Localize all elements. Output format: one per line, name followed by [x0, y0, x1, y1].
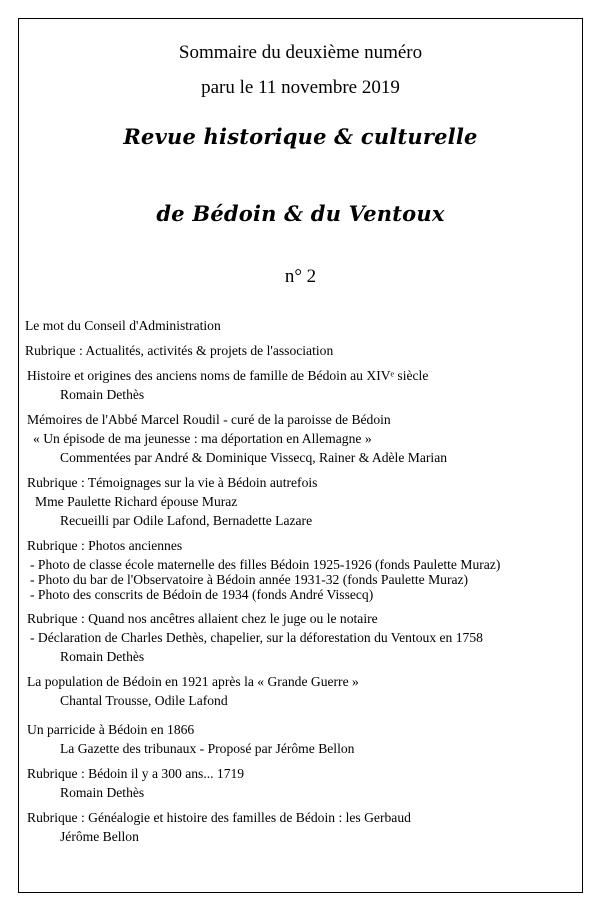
toc-entry: Rubrique : Actualités, activités & projets de l'association: [25, 343, 334, 358]
journal-title-line-2: de Bédoin & du Ventoux: [156, 201, 445, 226]
toc-entry: - Photo du bar de l'Observatoire à Bédoin année 1931-32 (fonds Paulette Muraz): [30, 572, 469, 587]
toc-entry: - Photo de classe école maternelle des filles Bédoin 1925-1926 (fonds Paulette Muraz): [30, 557, 501, 572]
toc-entry: Rubrique : Bédoin il y a 300 ans... 1719: [27, 766, 245, 781]
toc-author: Chantal Trousse, Odile Lafond: [60, 693, 228, 708]
toc-entry: Mémoires de l'Abbé Marcel Roudil - curé de la paroisse de Bédoin: [27, 412, 391, 427]
toc-entry: Le mot du Conseil d'Administration: [25, 318, 221, 333]
toc-entry: Histoire et origines des anciens noms de famille de Bédoin au XIVᵉ siècle: [27, 368, 429, 383]
journal-title-line-1: Revue historique & culturelle: [123, 124, 478, 149]
toc-author: Romain Dethès: [60, 387, 145, 402]
toc-entry: Rubrique : Généalogie et histoire des familles de Bédoin : les Gerbaud: [27, 810, 411, 825]
toc-entry: Rubrique : Quand nos ancêtres allaient chez le juge ou le notaire: [27, 611, 378, 626]
toc-entry: Un parricide à Bédoin en 1866: [27, 722, 195, 737]
toc-author: Commentées par André & Dominique Vissecq, Rainer & Adèle Marian: [60, 450, 448, 465]
toc-entry: - Déclaration de Charles Dethès, chapelier, sur la déforestation du Ventoux en 1758: [30, 630, 483, 645]
toc-author: Recueilli par Odile Lafond, Bernadette Lazare: [60, 513, 313, 528]
toc-entry: La population de Bédoin en 1921 après la « Grande Guerre »: [27, 674, 359, 689]
toc-author: Romain Dethès: [60, 785, 145, 800]
toc-entry: Mme Paulette Richard épouse Muraz: [35, 494, 238, 509]
toc-author: Jérôme Bellon: [60, 829, 139, 844]
toc-author: Romain Dethès: [60, 649, 145, 664]
toc-entry: « Un épisode de ma jeunesse : ma déportation en Allemagne »: [33, 431, 372, 446]
toc-entry: Rubrique : Photos anciennes: [27, 538, 183, 553]
toc-entry: Rubrique : Témoignages sur la vie à Bédoin autrefois: [27, 475, 318, 490]
toc-author: La Gazette des tribunaux - Proposé par Jérôme Bellon: [60, 741, 355, 756]
header-line-2: paru le 11 novembre 2019: [201, 77, 400, 98]
issue-number: n° 2: [284, 266, 317, 287]
toc-entry: - Photo des conscrits de Bédoin de 1934 (fonds André Vissecq): [30, 587, 374, 602]
header-line-1: Sommaire du deuxième numéro: [178, 42, 423, 63]
